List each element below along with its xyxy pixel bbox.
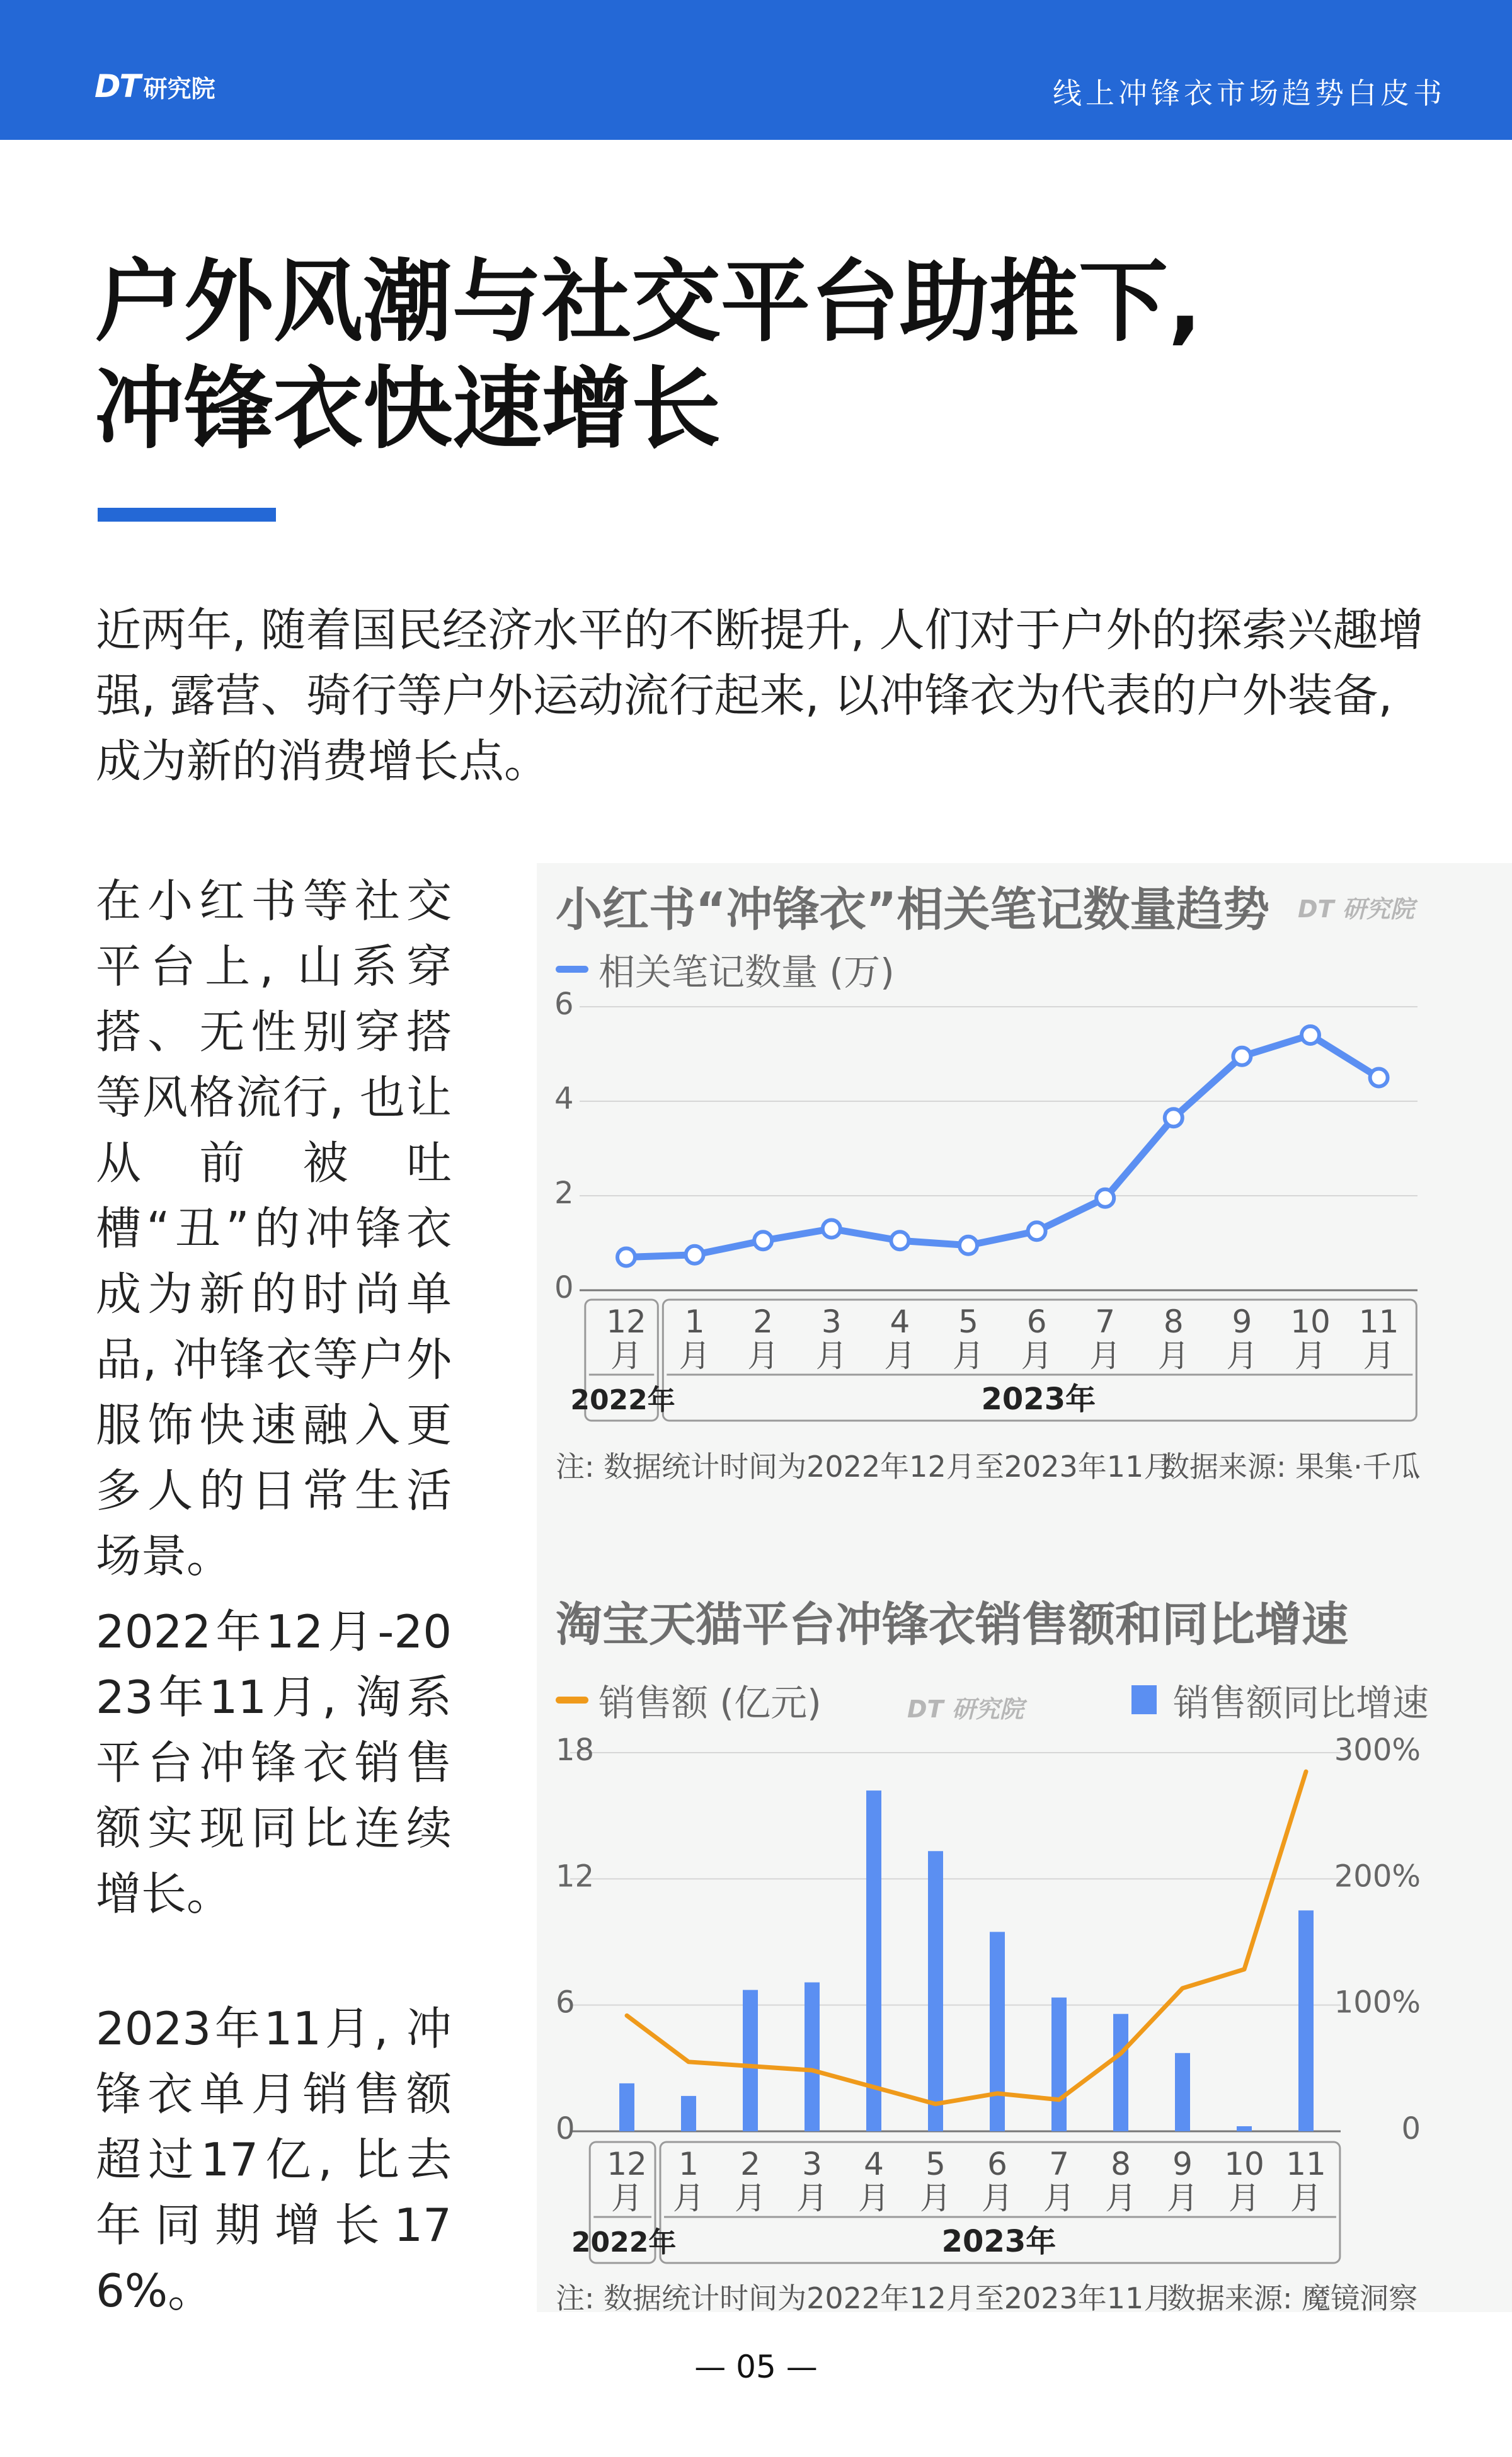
chart2-ytick-right-label: 100% (1334, 1984, 1421, 2020)
chart1-source: 数据来源: 果集·千瓜 (1160, 1450, 1421, 1484)
brand-dt: DT (94, 68, 140, 105)
chart1-xtick-unit: 月 (815, 1337, 847, 1374)
chart2-ytick-left-label: 6 (556, 1984, 575, 2020)
chart2-xtick-unit: 月 (920, 2180, 951, 2216)
chart2-xtick-label: 1 (679, 2146, 699, 2182)
chart1-xtick-label: 9 (1232, 1303, 1252, 1340)
chart1-xtick-unit: 月 (1363, 1337, 1395, 1374)
report-title: 线上冲锋衣市场趋势白皮书 (1053, 76, 1446, 110)
chart1-xtick-unit: 月 (953, 1337, 984, 1374)
chart2-title: 淘宝天猫平台冲锋衣销售额和同比增速 (556, 1598, 1348, 1652)
chart2-bar (1237, 2126, 1252, 2131)
chart2-xtick-unit: 月 (1167, 2180, 1198, 2216)
chart2-xtick-label: 11 (1286, 2146, 1326, 2182)
chart1-title: 小红书“冲锋衣”相关笔记数量趋势 (556, 883, 1270, 937)
chart2-xtick-unit: 月 (673, 2180, 704, 2216)
chart1-ytick-label: 6 (554, 987, 574, 1022)
chart2-ytick-left-label: 12 (556, 1858, 595, 1894)
chart2-xtick-label: 3 (802, 2146, 822, 2182)
chart2-xtick-unit: 月 (858, 2180, 890, 2216)
chart1-watermark: DT 研究院 (1298, 895, 1414, 923)
brand-name: 研究院 (143, 75, 215, 103)
chart2-xtick-label: 4 (864, 2146, 884, 2182)
chart1-xtick-label: 8 (1163, 1303, 1184, 1340)
chart1-xtick-label: 5 (958, 1303, 978, 1340)
chart2-xtick-label: 2 (740, 2146, 760, 2182)
chart1-xtick-label: 4 (890, 1303, 910, 1340)
chart2-xtick-unit: 月 (735, 2180, 766, 2216)
chart2-series-line (627, 1772, 1306, 2104)
chart2-xtick-unit: 月 (1290, 2180, 1322, 2216)
chart2-bar (990, 1932, 1005, 2131)
page-title-line1: 户外风潮与社交平台助推下, (94, 250, 1202, 354)
chart1-xtick-label: 1 (684, 1303, 705, 1340)
chart1-xtick-unit: 月 (679, 1337, 711, 1374)
chart1-xtick-unit: 月 (747, 1337, 779, 1374)
chart2-source: 数据来源: 魔镜洞察 (1167, 2281, 1418, 2315)
chart1-ytick-label: 4 (554, 1081, 574, 1116)
chart2-ytick-left-label: 0 (556, 2111, 575, 2146)
chart1-year-label-0: 2022年 (570, 1384, 675, 1416)
chart1-xtick-unit: 月 (1021, 1337, 1053, 1374)
chart2-bar (1113, 2014, 1128, 2131)
chart1-xtick-label: 12 (606, 1303, 646, 1340)
chart2-xtick-label: 10 (1224, 2146, 1264, 2182)
chart2-note: 注: 数据统计时间为2022年12月至2023年11月 (556, 2281, 1173, 2315)
chart1-ytick-label: 0 (554, 1270, 574, 1305)
chart2-ytick-right-label: 300% (1334, 1732, 1421, 1768)
page-title-line2: 冲锋衣快速增长 (94, 357, 721, 461)
chart2-bar (1051, 1998, 1067, 2131)
intro-paragraph: 近两年, 随着国民经济水平的不断提升, 人们对于户外的探索兴趣增强, 露营、骑行等户外运动流行起来, 以冲锋衣为代表的户外装备, 成为新的消费增长点。 (96, 604, 1424, 788)
chart1-xtick-unit: 月 (884, 1337, 916, 1374)
chart1-xtick-unit: 月 (1295, 1337, 1326, 1374)
chart2-xtick-label: 8 (1111, 2146, 1131, 2182)
chart2-xtick-label: 9 (1172, 2146, 1193, 2182)
chart2-legend-line-label: 销售额 (亿元) (598, 1681, 822, 1724)
chart2-bar (1175, 2053, 1190, 2131)
chart1-xtick-label: 6 (1026, 1303, 1047, 1340)
chart2-bar (619, 2083, 634, 2131)
chart1-xtick-label: 10 (1290, 1303, 1331, 1340)
chart1-xtick-label: 7 (1095, 1303, 1116, 1340)
chart2-xtick-unit: 月 (796, 2180, 828, 2216)
chart1-legend-label: 相关笔记数量 (万) (598, 951, 895, 994)
sidebar-paragraph-1: 在小红书等社交平台上, 山系穿搭、无性别穿搭等风格流行, 也让从前被吐槽“丑”的冲锋衣成为新的时尚单品, 冲锋衣等户外服饰快速融入更多人的日常生活场景。 (96, 874, 452, 1583)
chart2-bar (743, 1990, 758, 2131)
chart1-note: 注: 数据统计时间为2022年12月至2023年11月 (556, 1450, 1173, 1484)
chart2-xtick-unit: 月 (611, 2180, 643, 2216)
chart1-xtick-label: 3 (821, 1303, 842, 1340)
chart2-bar (928, 1851, 943, 2131)
chart2-ytick-right-label: 0 (1401, 2111, 1421, 2146)
chart2-bar (1298, 1910, 1314, 2131)
chart1-xtick-unit: 月 (1089, 1337, 1121, 1374)
chart1-xtick-label: 11 (1358, 1303, 1399, 1340)
chart2-xtick-unit: 月 (982, 2180, 1013, 2216)
chart2-ytick-left-label: 18 (556, 1732, 595, 1768)
chart2-year-label-0: 2022年 (571, 2226, 677, 2259)
chart2-bar (866, 1790, 881, 2131)
chart2-ytick-right-label: 200% (1334, 1858, 1421, 1894)
chart2-legend-bar-label: 销售额同比增速 (1173, 1681, 1429, 1724)
chart2-bar (805, 1983, 820, 2131)
sidebar-paragraph-2: 2022年12月-2023年11月, 淘系平台冲锋衣销售额实现同比连续增长。 (96, 1605, 452, 1920)
chart2-xtick-label: 12 (607, 2146, 647, 2182)
chart1-ytick-label: 2 (554, 1176, 574, 1211)
chart2-year-label-1: 2023年 (941, 2224, 1057, 2259)
sidebar-paragraph-3: 2023年11月, 冲锋衣单月销售额超过17亿, 比去年同期增长176%。 (96, 2002, 452, 2317)
chart2-xtick-unit: 月 (1043, 2180, 1075, 2216)
chart2-xtick-label: 6 (987, 2146, 1007, 2182)
chart2-xtick-unit: 月 (1105, 2180, 1137, 2216)
chart2-xtick-unit: 月 (1228, 2180, 1260, 2216)
chart1-year-label-1: 2023年 (981, 1382, 1096, 1417)
chart2-watermark: DT 研究院 (907, 1695, 1024, 1723)
chart1-xtick-unit: 月 (610, 1337, 642, 1374)
chart1-xtick-unit: 月 (1157, 1337, 1189, 1374)
chart1-xtick-unit: 月 (1226, 1337, 1258, 1374)
chart2-xtick-label: 5 (925, 2146, 946, 2182)
chart2-xtick-label: 7 (1049, 2146, 1069, 2182)
chart1-xtick-label: 2 (753, 1303, 774, 1340)
chart2-bar (681, 2096, 696, 2131)
page-number: — 05 — (694, 2349, 818, 2385)
